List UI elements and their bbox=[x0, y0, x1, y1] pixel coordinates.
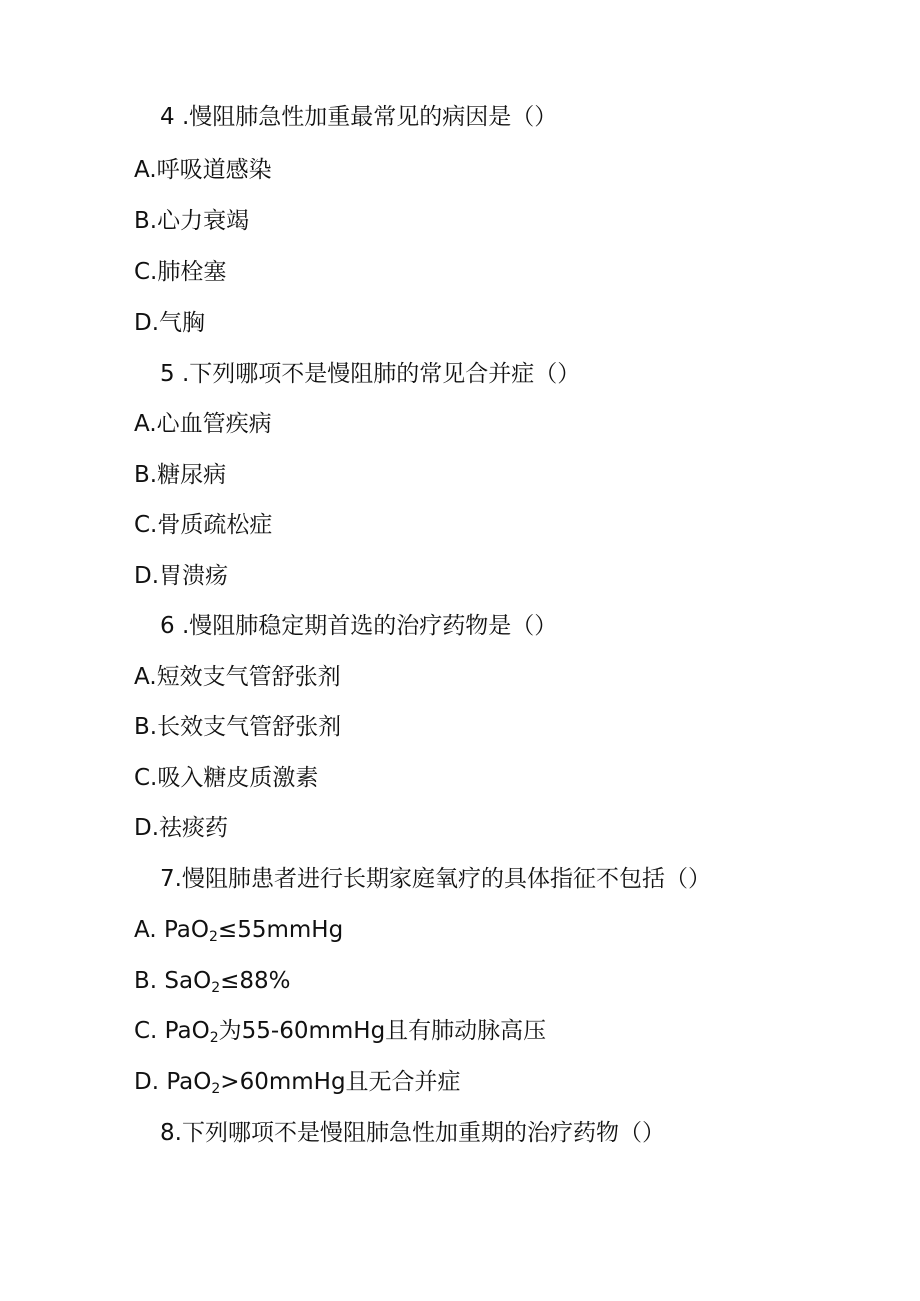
question-6-option-c[interactable]: C.吸入糖皮质激素 bbox=[134, 765, 319, 791]
question-6-option-b[interactable]: B.长效支气管舒张剂 bbox=[134, 714, 342, 740]
question-5-option-b[interactable]: B.糖尿病 bbox=[134, 462, 227, 488]
question-4-option-d[interactable]: D.气胸 bbox=[134, 310, 206, 336]
option-text: ≤55mmHg bbox=[217, 917, 344, 943]
question-5-stem: 5 .下列哪项不是慢阻肺的常见合并症（） bbox=[160, 361, 581, 387]
question-7-option-c[interactable] bbox=[134, 1016, 546, 1046]
question-4-option-b[interactable]: B.心力衰竭 bbox=[134, 208, 250, 234]
question-8-stem: 8.下列哪项不是慢阻肺急性加重期的治疗药物（） bbox=[160, 1120, 665, 1146]
option-text: B. SaO bbox=[134, 968, 212, 994]
question-7-option-d[interactable] bbox=[134, 1067, 461, 1097]
option-text: ≤88% bbox=[220, 968, 291, 994]
question-5-option-d[interactable]: D.胃溃疡 bbox=[134, 563, 229, 589]
question-7-stem: 7.慢阻肺患者进行长期家庭氧疗的具体指征不包括（） bbox=[160, 866, 711, 892]
question-6-stem: 6 .慢阻肺稳定期首选的治疗药物是（） bbox=[160, 613, 558, 639]
question-5-option-a[interactable]: A.心血管疾病 bbox=[134, 411, 272, 437]
question-4-stem: 4 .慢阻肺急性加重最常见的病因是（） bbox=[160, 104, 558, 130]
option-text: 为55-60mmHg且有肺动脉高压 bbox=[218, 1018, 547, 1044]
subscript: 2 bbox=[209, 1030, 219, 1046]
option-text: >60mmHg且无合并症 bbox=[220, 1069, 461, 1095]
option-text: C. PaO bbox=[134, 1018, 210, 1044]
question-7-option-a[interactable] bbox=[134, 915, 343, 945]
question-4-option-c[interactable]: C.肺栓塞 bbox=[134, 259, 227, 285]
question-5-option-c[interactable]: C.骨质疏松症 bbox=[134, 512, 273, 538]
question-4-option-a[interactable]: A.呼吸道感染 bbox=[134, 157, 272, 183]
subscript: 2 bbox=[209, 929, 218, 945]
option-text: D. PaO bbox=[134, 1069, 212, 1095]
subscript: 2 bbox=[211, 1081, 221, 1097]
question-6-option-a[interactable]: A.短效支气管舒张剂 bbox=[134, 664, 341, 690]
question-7-option-b[interactable] bbox=[134, 966, 291, 996]
subscript: 2 bbox=[211, 980, 221, 996]
option-text: A. PaO bbox=[134, 917, 209, 943]
question-6-option-d[interactable]: D.祛痰药 bbox=[134, 815, 229, 841]
